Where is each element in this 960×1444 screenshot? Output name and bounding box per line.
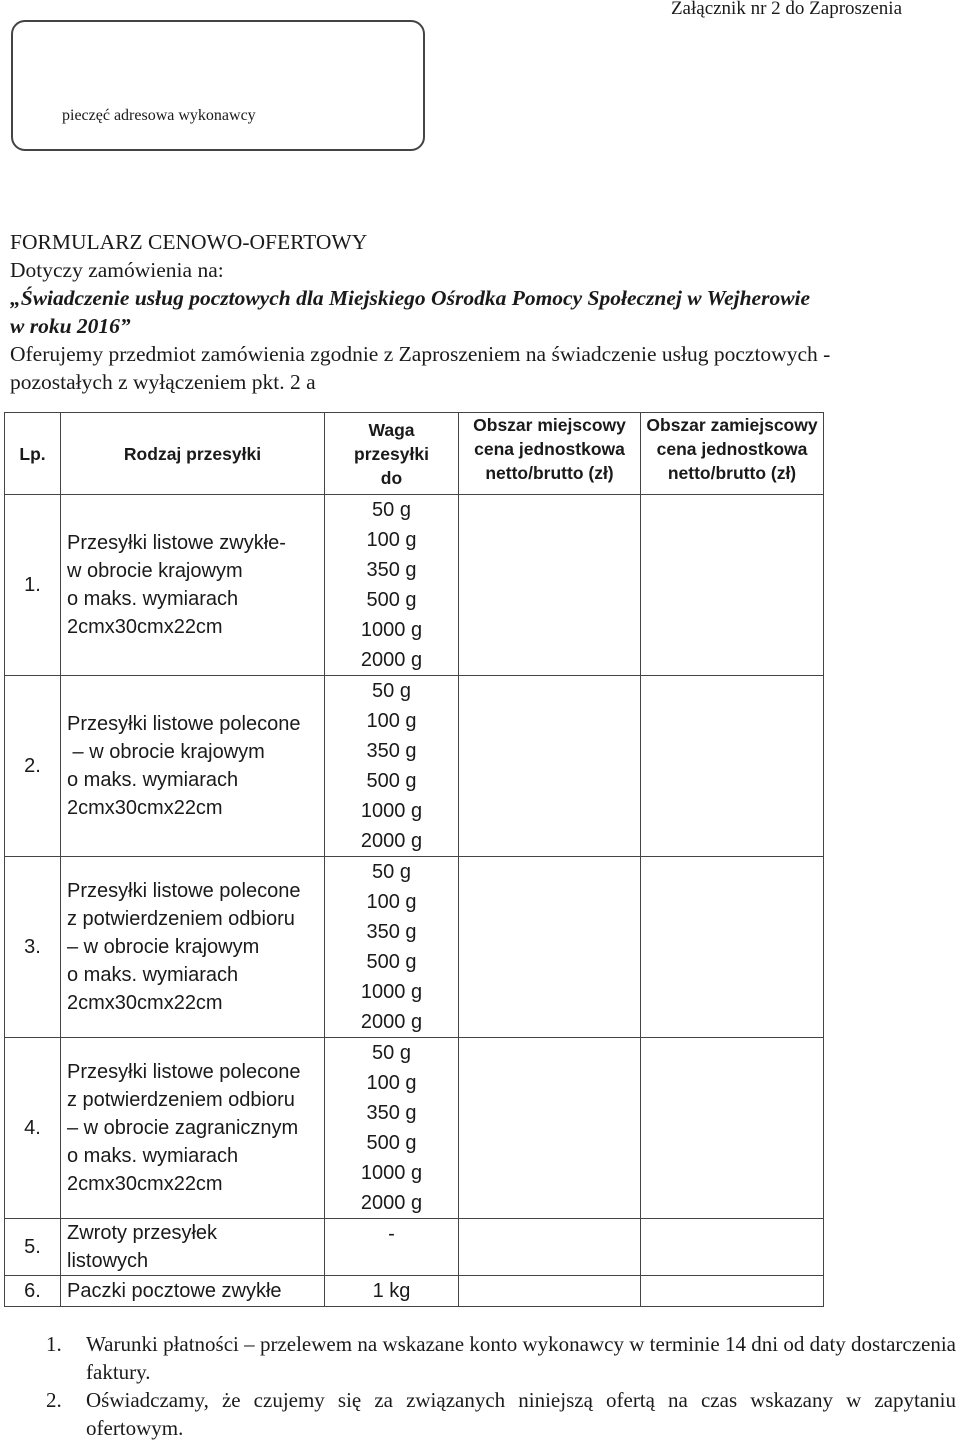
row-description xyxy=(61,1276,325,1307)
weight-value: 2000 g xyxy=(360,1192,423,1214)
price-miejscowy-cell[interactable] xyxy=(459,1276,641,1307)
subject-line-2: w roku 2016” xyxy=(10,314,131,338)
price-zamiejscowy-cell[interactable] xyxy=(641,857,824,1038)
weight-value: 500 g xyxy=(366,951,417,973)
row-description-line: 2cmx30cmx22cm xyxy=(67,1173,223,1195)
row-description-line: o maks. wymiarach xyxy=(67,1145,239,1167)
row-description-line: w obrocie krajowym xyxy=(67,560,243,582)
header-zamiejscowy-line: cena jednostkowa xyxy=(656,439,808,459)
price-miejscowy-cell[interactable] xyxy=(459,676,641,857)
row-description-line: Zwroty przesyłek xyxy=(67,1222,218,1244)
row-description-line: Przesyłki listowe polecone xyxy=(67,1061,301,1083)
header-zamiejscowy xyxy=(641,413,824,495)
header-waga-line: Waga xyxy=(368,419,415,440)
row-description-line: Paczki pocztowe zwykłe xyxy=(67,1280,282,1302)
row-weights xyxy=(325,1219,459,1276)
row-description xyxy=(61,857,325,1038)
price-table xyxy=(4,412,824,1307)
row-description-line: – w obrocie krajowym xyxy=(67,741,265,763)
row-lp: 6. xyxy=(5,1276,61,1307)
footer-item-text: Warunki płatności – przelewem na wskazane konto wykonawcy w terminie 14 dni od daty dostarczenia faktury. xyxy=(86,1332,956,1384)
row-weights xyxy=(325,1038,459,1219)
row-description xyxy=(61,495,325,676)
row-description xyxy=(61,676,325,857)
header-miejscowy-line: netto/brutto (zł) xyxy=(485,463,614,483)
weight-value: - xyxy=(388,1223,395,1245)
price-miejscowy-cell[interactable] xyxy=(459,495,641,676)
row-description-line: Przesyłki listowe polecone xyxy=(67,880,301,902)
table-row xyxy=(5,1219,824,1276)
row-lp: 5. xyxy=(5,1219,61,1276)
offer-line-1: Oferujemy przedmiot zamówienia zgodnie z Zaproszeniem na świadczenie usług pocztowych - xyxy=(10,342,831,366)
header-miejscowy-line: cena jednostkowa xyxy=(474,439,625,459)
weight-value: 50 g xyxy=(372,499,411,521)
weight-value: 100 g xyxy=(366,529,417,551)
stamp-box xyxy=(11,20,425,151)
table-row xyxy=(5,1276,824,1307)
weight-value: 1000 g xyxy=(360,619,423,641)
price-zamiejscowy-cell[interactable] xyxy=(641,1276,824,1307)
weight-value: 1000 g xyxy=(360,981,423,1003)
row-weights xyxy=(325,1276,459,1307)
header-rodzaj: Rodzaj przesyłki xyxy=(61,413,325,495)
footer-item xyxy=(46,1386,956,1442)
price-zamiejscowy-cell[interactable] xyxy=(641,1219,824,1276)
row-lp: 4. xyxy=(5,1038,61,1219)
weight-value: 1 kg xyxy=(372,1280,411,1302)
weight-value: 100 g xyxy=(366,1072,417,1094)
weight-value: 50 g xyxy=(372,680,411,702)
weight-value: 100 g xyxy=(366,891,417,913)
weight-value: 500 g xyxy=(366,1132,417,1154)
header-zamiejscowy-line: netto/brutto (zł) xyxy=(667,463,797,483)
weight-value: 50 g xyxy=(372,861,411,883)
weight-value: 500 g xyxy=(366,770,417,792)
row-description-line: z potwierdzeniem odbioru xyxy=(67,1089,295,1111)
price-miejscowy-cell[interactable] xyxy=(459,857,641,1038)
price-miejscowy-cell[interactable] xyxy=(459,1038,641,1219)
subject-line-1: „Świadczenie usług pocztowych dla Miejskiego Ośrodka Pomocy Społecznej w Wejherowie xyxy=(10,286,811,310)
row-lp: 1. xyxy=(5,495,61,676)
table-row xyxy=(5,857,824,1038)
row-description-line: Przesyłki listowe polecone xyxy=(67,713,301,735)
row-description-line: 2cmx30cmx22cm xyxy=(67,992,223,1014)
row-description-line: – w obrocie zagranicznym xyxy=(67,1117,299,1139)
row-description-line: 2cmx30cmx22cm xyxy=(67,797,223,819)
header-lp: Lp. xyxy=(5,413,61,495)
row-lp: 3. xyxy=(5,857,61,1038)
heading-block xyxy=(10,228,955,396)
footer-item-number: 2. xyxy=(46,1388,62,1412)
weight-value: 350 g xyxy=(366,559,417,581)
stamp-label: pieczęć adresowa wykonawcy xyxy=(62,107,256,124)
row-description-line: o maks. wymiarach xyxy=(67,769,239,791)
table-row xyxy=(5,1038,824,1219)
header-waga-line: do xyxy=(380,467,403,488)
weight-value: 100 g xyxy=(366,710,417,732)
weight-value: 50 g xyxy=(372,1042,411,1064)
row-description-line: – w obrocie krajowym xyxy=(67,936,260,958)
row-description-line: o maks. wymiarach xyxy=(67,964,239,986)
weight-value: 1000 g xyxy=(360,1162,423,1184)
table-row xyxy=(5,676,824,857)
row-description xyxy=(61,1219,325,1276)
annex-title: Załącznik nr 2 do Zaproszenia xyxy=(670,0,902,19)
weight-value: 500 g xyxy=(366,589,417,611)
price-zamiejscowy-cell[interactable] xyxy=(641,495,824,676)
weight-value: 2000 g xyxy=(360,830,423,852)
price-zamiejscowy-cell[interactable] xyxy=(641,676,824,857)
form-title: FORMULARZ CENOWO-OFERTOWY xyxy=(10,230,368,254)
header-waga xyxy=(325,413,459,495)
row-description-line: 2cmx30cmx22cm xyxy=(67,616,223,638)
table-row xyxy=(5,495,824,676)
weight-value: 2000 g xyxy=(360,1011,423,1033)
header-zamiejscowy-line: Obszar zamiejscowy xyxy=(646,415,818,435)
footer-item-text: Oświadczamy, że czujemy się za związanych niniejszą ofertą na czas wskazany w zapytaniu ofertowym. xyxy=(86,1388,956,1440)
row-description-line: o maks. wymiarach xyxy=(67,588,239,610)
row-weights xyxy=(325,495,459,676)
header-miejscowy xyxy=(459,413,641,495)
row-description-line: z potwierdzeniem odbioru xyxy=(67,908,295,930)
footer-list xyxy=(46,1330,956,1442)
row-weights xyxy=(325,676,459,857)
weight-value: 350 g xyxy=(366,1102,417,1124)
row-description-line: listowych xyxy=(67,1250,149,1272)
concerning-label: Dotyczy zamówienia na: xyxy=(10,258,224,282)
weight-value: 350 g xyxy=(366,921,417,943)
weight-value: 350 g xyxy=(366,740,417,762)
table-header-row xyxy=(5,413,824,495)
price-zamiejscowy-cell[interactable] xyxy=(641,1038,824,1219)
header-waga-line: przesyłki xyxy=(354,443,429,464)
header-miejscowy-line: Obszar miejscowy xyxy=(473,415,626,435)
row-description-line: Przesyłki listowe zwykłe- xyxy=(67,532,286,554)
footer-item-number: 1. xyxy=(46,1332,62,1356)
offer-line-2: pozostałych z wyłączeniem pkt. 2 a xyxy=(10,370,316,394)
row-lp: 2. xyxy=(5,676,61,857)
price-miejscowy-cell[interactable] xyxy=(459,1219,641,1276)
weight-value: 1000 g xyxy=(360,800,423,822)
row-description xyxy=(61,1038,325,1219)
weight-value: 2000 g xyxy=(360,649,423,671)
row-weights xyxy=(325,857,459,1038)
footer-item xyxy=(46,1330,956,1386)
